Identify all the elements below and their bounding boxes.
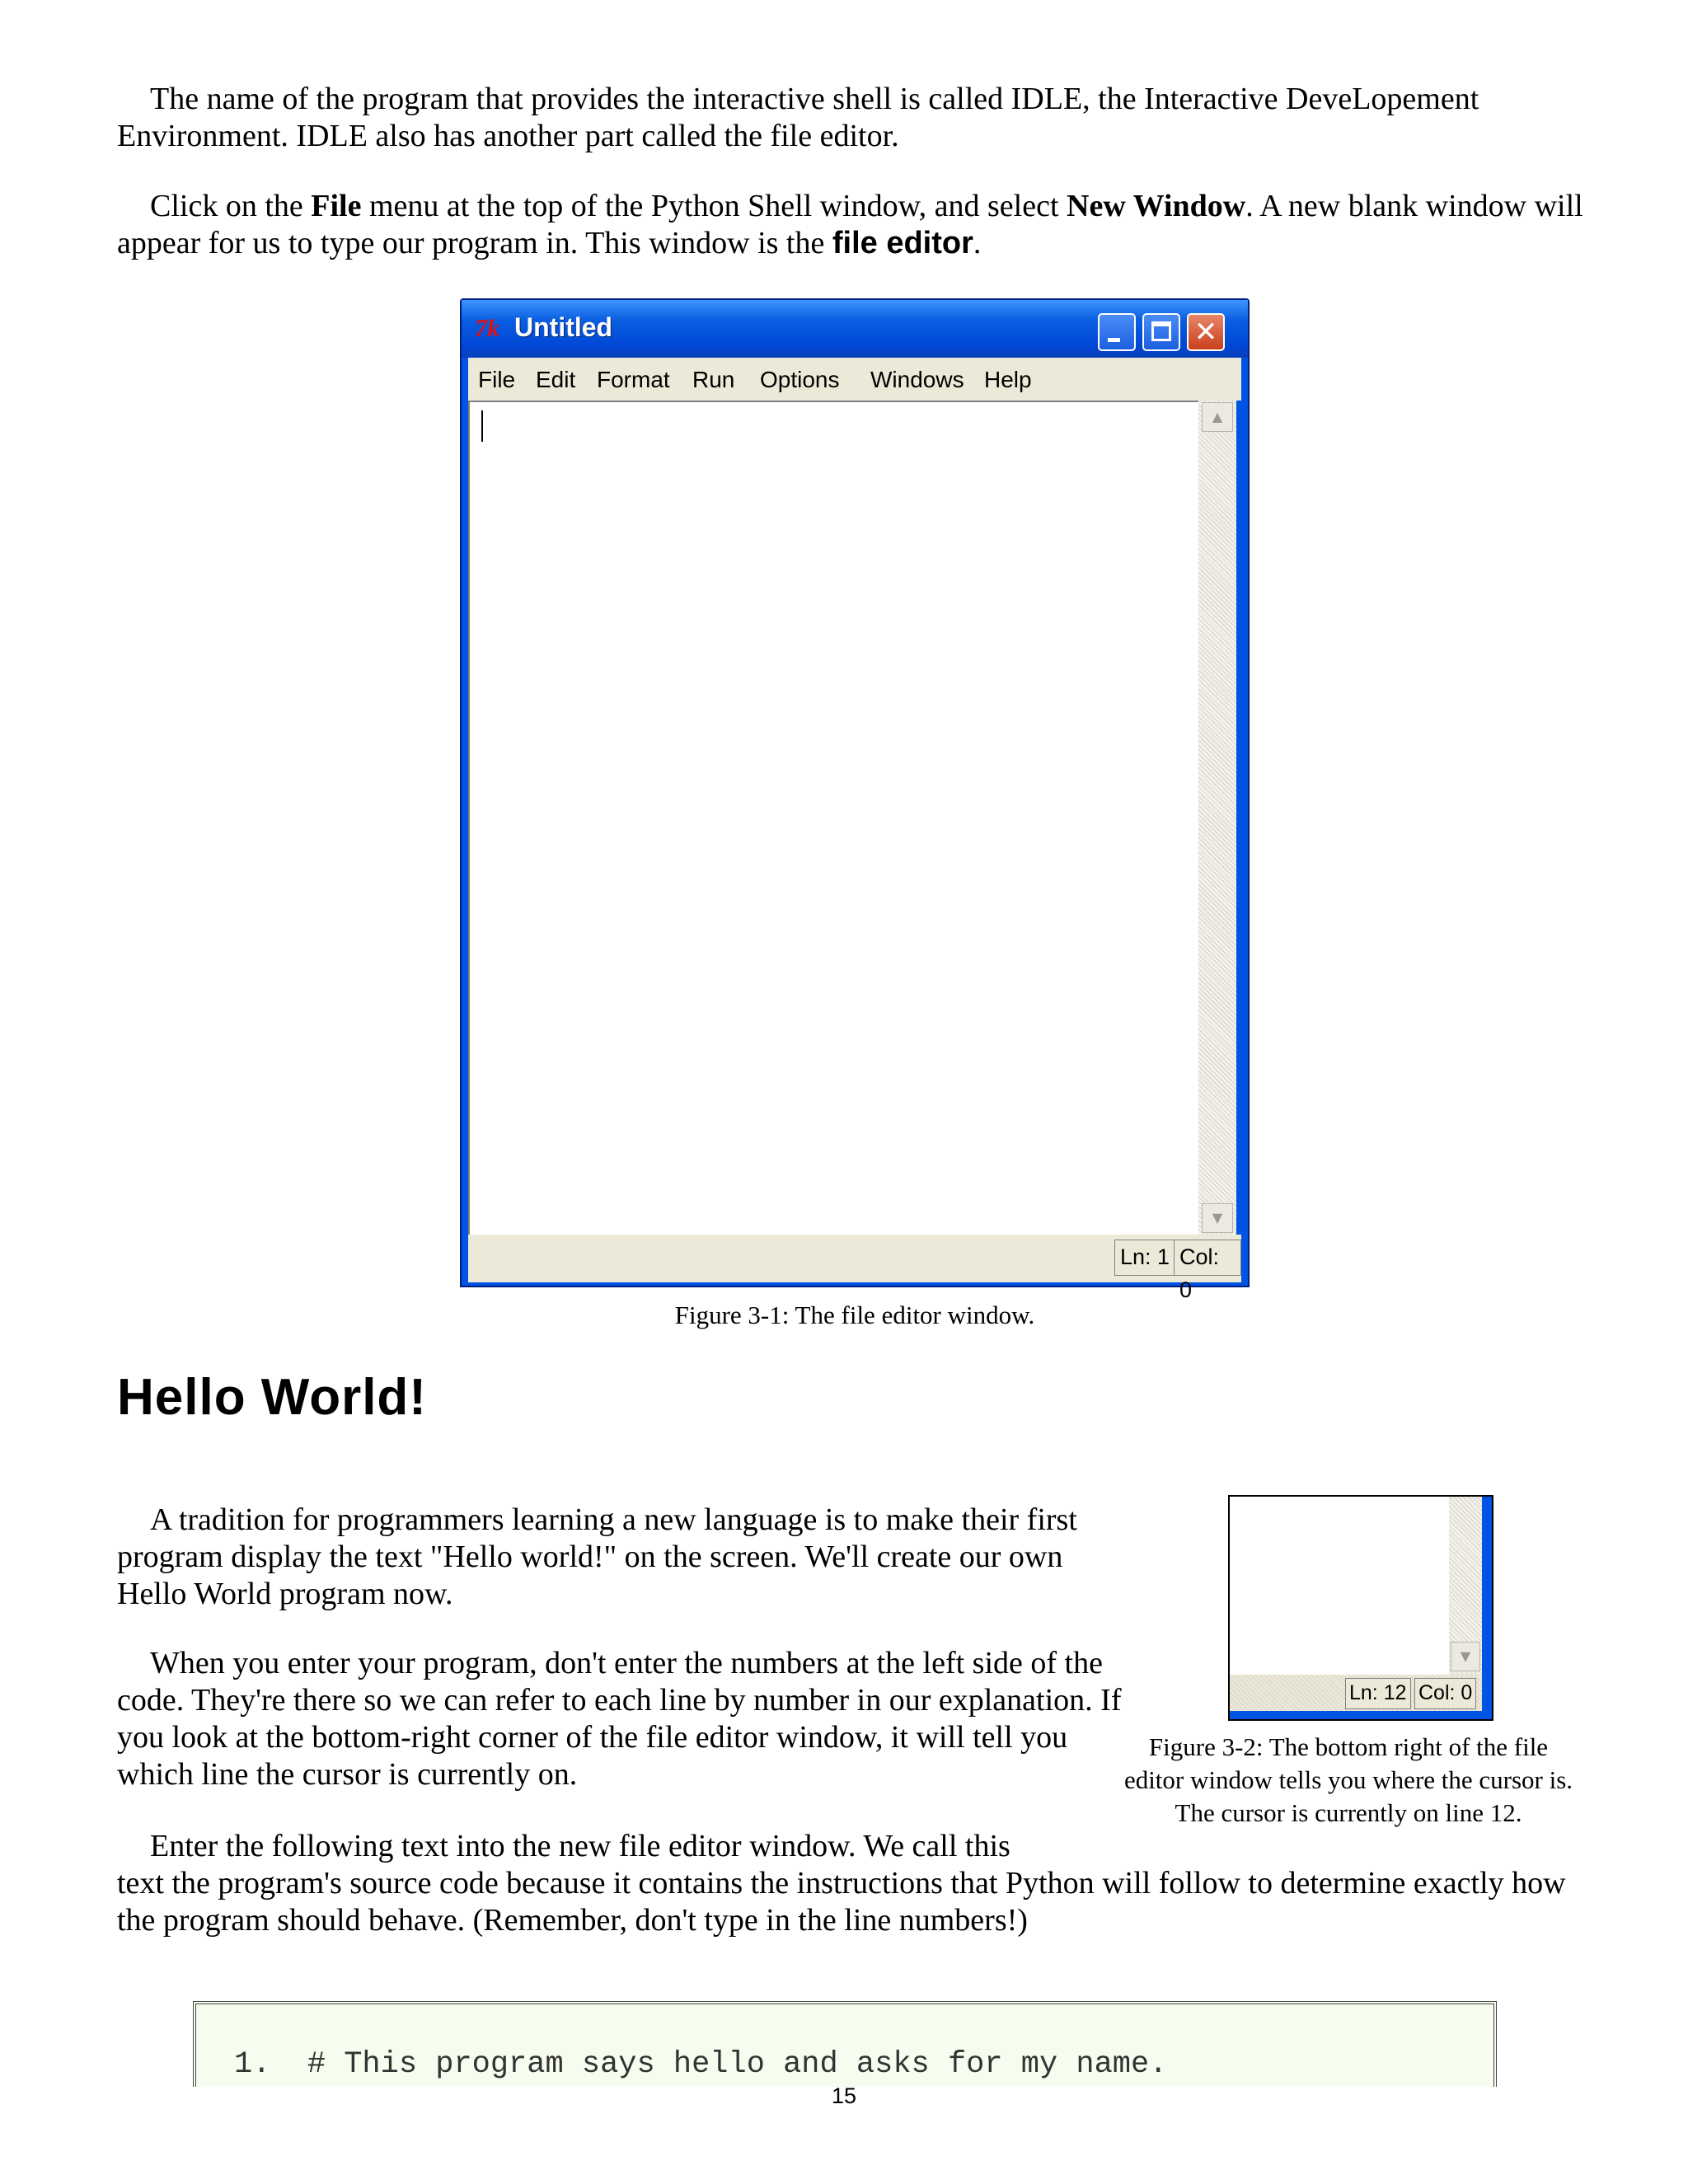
figure-1-caption: Figure 3-1: The file editor window. [674, 1301, 1035, 1329]
intro-paragraph-2 [117, 188, 1584, 262]
menu-run[interactable]: Run [692, 367, 735, 392]
file-editor-term: file editor [832, 226, 973, 260]
code-line-1: 1. # This program says hello and asks for my name. [234, 2047, 1168, 2082]
hello-paragraph-3-line-1-text: Enter the following text into the new file editor window. We call this [150, 1829, 1010, 1863]
page-number: 15 [831, 2083, 857, 2108]
maximize-button[interactable] [1142, 313, 1180, 351]
close-button[interactable] [1187, 313, 1225, 351]
menu-options[interactable]: Options [760, 367, 840, 392]
status-bar [468, 1235, 1241, 1302]
menu-format[interactable]: Format [597, 367, 670, 392]
minimize-button[interactable] [1098, 313, 1136, 351]
idle-editor-window [460, 298, 1250, 1302]
minimize-icon [1108, 338, 1120, 342]
intro-paragraph-1-text: The name of the program that provides the interactive shell is called IDLE, the Interactive DeveLopement Environment. IDLE also has another part called the file editor. [117, 82, 1479, 153]
closeup-status-bar [1230, 1675, 1482, 1711]
editor-text-area[interactable] [468, 401, 1198, 1235]
menu-edit[interactable]: Edit [536, 367, 576, 392]
new-window-term: New Window [1067, 189, 1246, 223]
intro-paragraph-2-text-d: . [973, 226, 982, 260]
code-listing [193, 2001, 1497, 2087]
figure-2-caption: Figure 3-2: The bottom right of the file editor window tells you where the cursor is. The cursor is currently on line 12. [1123, 1732, 1573, 1827]
hello-paragraph-2 [117, 1645, 1142, 1793]
closeup-status-col: Col: 0 [1414, 1678, 1476, 1709]
menu-help[interactable]: Help [984, 367, 1032, 392]
hello-paragraph-3-line-1 [117, 1828, 1139, 1865]
text-cursor [481, 410, 483, 442]
hello-paragraph-1 [117, 1502, 1139, 1613]
vertical-scrollbar[interactable] [1198, 401, 1236, 1235]
hello-paragraph-1-text: A tradition for programmers learning a new language is to make their first program display the text "Hello world!" on the screen. We'll create our own Hello World program now. [117, 1502, 1077, 1611]
file-menu-term: File [311, 189, 362, 223]
intro-paragraph-1 [117, 81, 1584, 155]
intro-paragraph-2-text-a: Click on the [150, 189, 312, 223]
closeup-scrollbar [1449, 1497, 1482, 1675]
status-line: Ln: 1 [1114, 1240, 1175, 1276]
intro-paragraph-2-text-c: . A new blank window will appear for us to type our program in. This window is the [117, 189, 1583, 260]
maximize-icon [1151, 321, 1171, 341]
scroll-up-arrow-icon[interactable]: ▲ [1202, 402, 1233, 432]
scroll-down-arrow-icon[interactable]: ▼ [1202, 1203, 1233, 1233]
intro-paragraph-2-text-b: menu at the top of the Python Shell window, and select [361, 189, 1067, 223]
scroll-down-arrow-icon: ▼ [1451, 1642, 1480, 1671]
tk-icon: 7k [475, 315, 499, 342]
window-title: Untitled [514, 312, 613, 342]
section-heading: Hello World! [117, 1369, 427, 1426]
menu-bar [468, 358, 1241, 401]
hello-paragraph-2-text: When you enter your program, don't enter the numbers at the left side of the code. They're there so we can refer to each line by number in our explanation. If you look at the bottom-right corner of the file editor window, it will tell you which line the cursor is currently on. [117, 1646, 1122, 1792]
title-bar[interactable] [462, 300, 1248, 358]
closeup-text-area [1230, 1497, 1449, 1675]
menu-windows[interactable]: Windows [870, 367, 964, 392]
menu-file[interactable]: File [478, 367, 516, 392]
status-bar-closeup-figure [1228, 1495, 1493, 1721]
hello-paragraph-3-rest: text the program's source code because it contains the instructions that Python will follow to determine exactly how the program should behave. (Remember, don't type in the line numbers!) [117, 1866, 1566, 1938]
close-icon: ✕ [1193, 316, 1218, 349]
status-col: Col: 0 [1174, 1240, 1241, 1276]
closeup-status-line: Ln: 12 [1345, 1678, 1411, 1709]
